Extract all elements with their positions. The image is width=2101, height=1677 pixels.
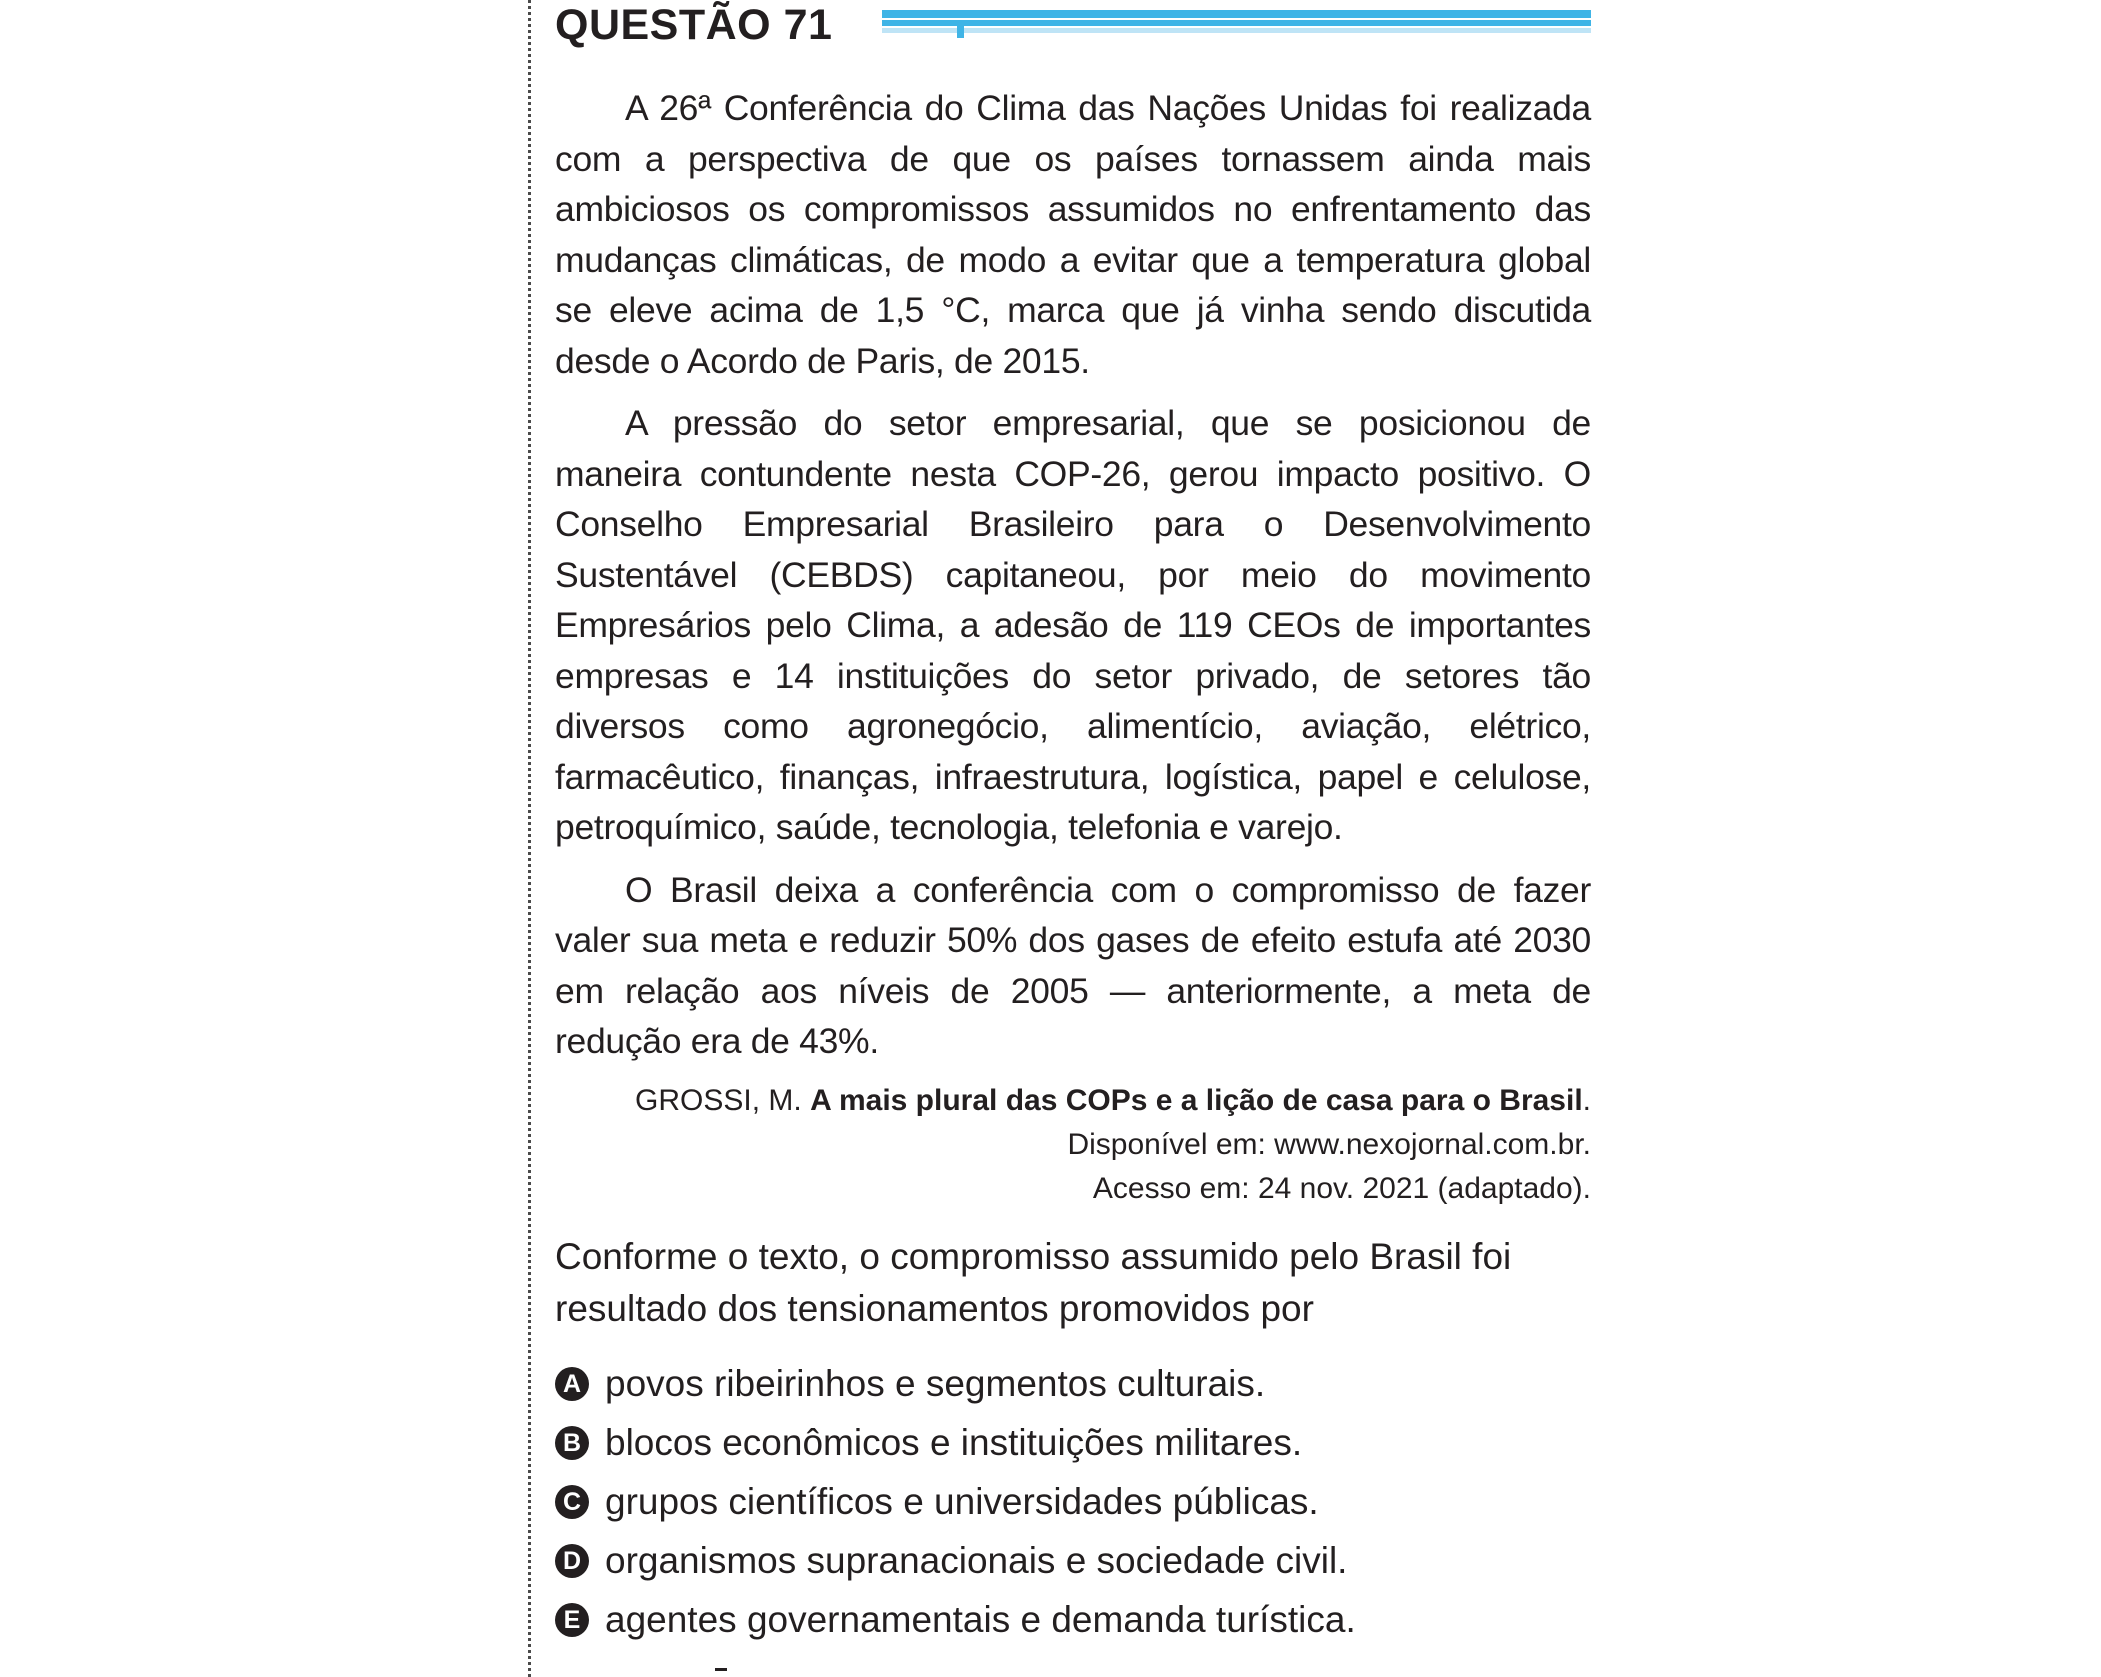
option-d-letter-badge: D <box>555 1544 589 1578</box>
option-c-letter-badge: C <box>555 1485 589 1519</box>
source-available: Disponível em: www.nexojornal.com.br. <box>1067 1127 1591 1161</box>
option-d-text: organismos supranacionais e sociedade civil. <box>605 1540 1348 1581</box>
header-decorative-bar <box>882 10 1591 38</box>
passage-paragraph-3: O Brasil deixa a conferência com o compromisso de fazer valer sua meta e reduzir 50% dos gases de efeito estufa até 2030 em relação aos níveis de 2005 — anteriormente, a meta de redução era de 43%. <box>555 869 1591 1061</box>
margin-dotted-rule <box>528 0 531 1677</box>
passage-text <box>555 83 1591 1067</box>
option-b-text: blocos econômicos e instituições militares. <box>605 1422 1303 1463</box>
option-e-text: agentes governamentais e demanda turística. <box>605 1599 1356 1640</box>
option-a[interactable] <box>555 1355 1591 1414</box>
source-citation <box>555 1079 1591 1211</box>
source-author: GROSSI, M. <box>635 1083 811 1117</box>
source-title-end: . <box>1582 1083 1591 1117</box>
option-e-letter-badge: E <box>555 1603 589 1637</box>
option-a-letter-badge: A <box>555 1367 589 1401</box>
passage-paragraph-1: A 26ª Conferência do Clima das Nações Unidas foi realizada com a perspectiva de que os países tornassem ainda mais ambiciosos os compromissos assumidos no enfrentamento das mudanças climáticas, de modo a evitar que a temperatura global se eleve acima de 1,5 °C, marca que já vinha sendo discutida desde o Acordo de Paris, de 2015. <box>555 88 1591 381</box>
passage-paragraph-2: A pressão do setor empresarial, que se posicionou de maneira contundente nesta COP-26, gerou impacto positivo. O Conselho Empresarial Brasileiro para o Desenvolvimento Sustentável (CEBDS) capitaneou, por meio do movimento Empresários pelo Clima, a adesão de 119 CEOs de importantes empresas e 14 instituições do setor privado, de setores tão diversos como agronegócio, alimentício, aviação, elétrico, farmacêutico, finanças, infraestrutura, logística, papel e celulose, petroquímico, saúde, tecnologia, telefonia e varejo. <box>555 403 1591 847</box>
source-title: A mais plural das COPs e a lição de casa para o Brasil <box>810 1083 1583 1117</box>
question-block <box>555 0 1591 1666</box>
option-c[interactable] <box>555 1473 1591 1532</box>
source-reference-line <box>555 1079 1591 1123</box>
answer-options <box>555 1355 1591 1650</box>
source-access: Acesso em: 24 nov. 2021 (adaptado). <box>1092 1171 1591 1205</box>
option-c-text: grupos científicos e universidades públicas. <box>605 1481 1319 1522</box>
option-b-letter-badge: B <box>555 1426 589 1460</box>
question-command: Conforme o texto, o compromisso assumido pelo Brasil foi resultado dos tensionamentos promovidos por <box>555 1235 1512 1329</box>
option-d[interactable] <box>555 1532 1591 1591</box>
option-b[interactable] <box>555 1414 1591 1473</box>
cut-off-glyph <box>715 1668 727 1677</box>
option-e[interactable] <box>555 1591 1591 1650</box>
option-a-text: povos ribeirinhos e segmentos culturais. <box>605 1363 1266 1404</box>
question-title: QUESTÃO 71 <box>555 1 833 49</box>
question-header <box>555 0 1591 52</box>
